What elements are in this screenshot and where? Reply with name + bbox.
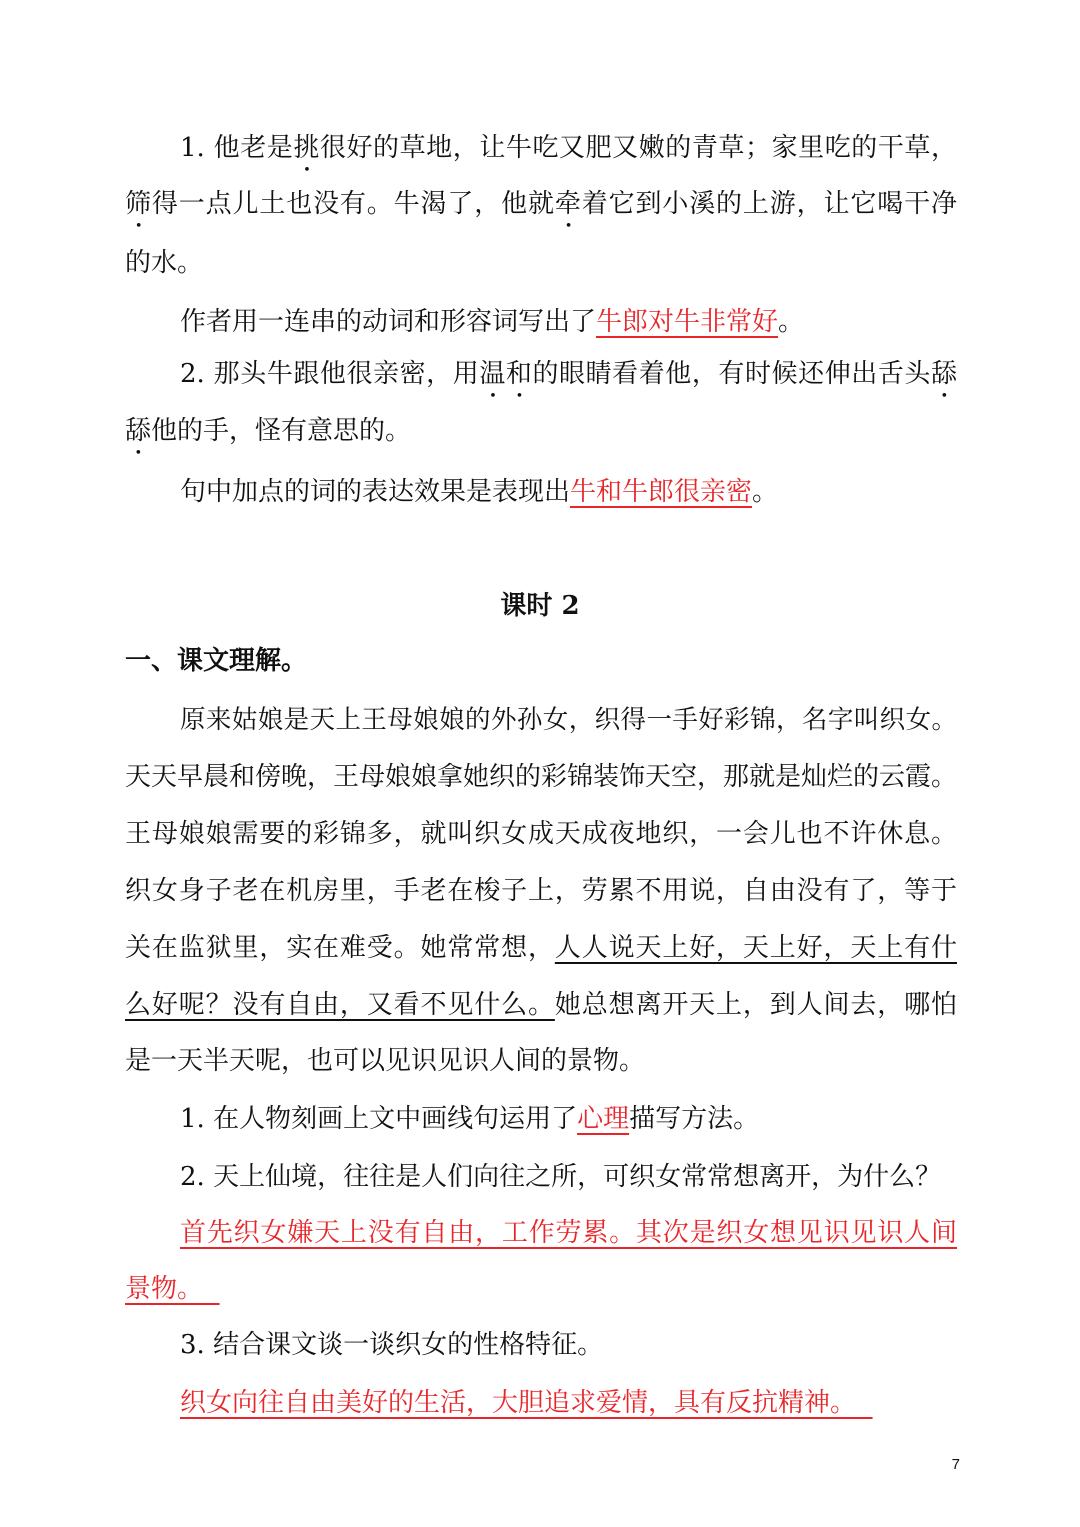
a1-suffix: 。 — [778, 307, 805, 337]
question-1-prefix: 1. 在人物刻画上文中画线句运用了 — [180, 1104, 578, 1134]
question-3: 3. 结合课文谈一谈织女的性格特征。 — [180, 1330, 604, 1360]
q1-text-c: 得一点儿土也没有。牛渴了，他就 — [151, 189, 555, 219]
underlined-sentence-part-1: 人人说天上好，天上好，天上有什 — [554, 933, 957, 963]
q1-dotted-word-1: 挑 — [293, 133, 320, 163]
passage-text: 关在监狱里，实在难受。她常常想， — [125, 933, 555, 963]
q1-line-2 — [125, 187, 957, 234]
a2-line — [180, 475, 957, 509]
q2-text-d: 他的手，怪有意思的。 — [151, 416, 412, 446]
answer-3-text: 织女向往自由美好的生活，大胆追求爱情，具有反抗精神。 — [180, 1388, 857, 1418]
passage-line-6 — [125, 988, 957, 1022]
underlined-sentence-part-2: 么好呢？没有自由，又看不见什么。 — [125, 990, 555, 1020]
a2-suffix: 。 — [752, 477, 779, 507]
q1-line-3 — [125, 246, 957, 280]
question-1-answer: 心理 — [577, 1104, 630, 1134]
q1-text-d: 着它到小溪的上游，让它喝干净 — [581, 189, 957, 219]
q1-dotted-word-2: 筛 — [125, 189, 152, 219]
question-1 — [180, 1102, 957, 1136]
a1-line — [180, 305, 957, 339]
q2-dotted-word-2: 舔 — [930, 359, 957, 389]
passage-line-7: 是一天半天呢，也可以见识见识人间的景物。 — [125, 1046, 646, 1076]
lesson-title: 课时 2 — [500, 591, 580, 621]
q2-line-1 — [180, 357, 957, 404]
passage-line-3: 王母娘娘需要的彩锦多，就叫织女成天成夜地织，一会儿也不许休息。 — [125, 819, 957, 849]
q2-line-2 — [125, 414, 957, 461]
a1-prefix: 作者用一连串的动词和形容词写出了 — [180, 307, 597, 337]
passage-line-1: 原来姑娘是天上王母娘娘的外孙女，织得一手好彩锦，名字叫织女。 — [180, 705, 957, 735]
q2-text-b: 的眼睛看着他，有时候还伸出舌头 — [532, 359, 931, 389]
passage-line-5 — [125, 931, 957, 965]
q1-dotted-word-3: 牵 — [554, 189, 582, 219]
a2-answer: 牛和牛郎很亲密 — [570, 477, 753, 507]
q1-text-b: 很好的草地，让牛吃又肥又嫩的青草；家里吃的干草， — [319, 133, 957, 163]
answer-2-text: 景物。 — [125, 1274, 204, 1304]
q2-dotted-word-1: 温和 — [479, 359, 533, 389]
answer-3 — [180, 1386, 957, 1420]
section-title: 一、课文理解。 — [125, 646, 308, 676]
q2-dotted-word-3: 舔 — [125, 416, 152, 446]
question-1-suffix: 描写方法。 — [629, 1104, 760, 1134]
a1-answer: 牛郎对牛非常好 — [596, 307, 779, 337]
q1-text-a: 1. 他老是 — [180, 133, 294, 163]
q1-text-e: 的水。 — [125, 248, 204, 278]
q1-line-1 — [180, 131, 957, 178]
a2-prefix: 句中加点的词的表达效果是表现出 — [180, 477, 571, 507]
passage-line-4: 织女身子老在机房里，手老在梭子上，劳累不用说，自由没有了，等于 — [125, 876, 957, 906]
q2-text-a: 2. 那头牛跟他很亲密，用 — [180, 359, 480, 389]
answer-2-line-1: 首先织女嫌天上没有自由，工作劳累。其次是织女想见识见识人间 — [180, 1218, 957, 1248]
passage-line-2: 天天早晨和傍晚，王母娘娘拿她织的彩锦装饰天空，那就是灿烂的云霞。 — [125, 762, 958, 792]
answer-2-line-2 — [125, 1272, 957, 1306]
passage-text: 她总想离开天上，到人间去，哪怕 — [554, 990, 957, 1020]
question-2: 2. 天上仙境，往往是人们向往之所，可织女常常想离开，为什么？ — [180, 1162, 942, 1192]
page-number: 7 — [951, 1456, 960, 1473]
